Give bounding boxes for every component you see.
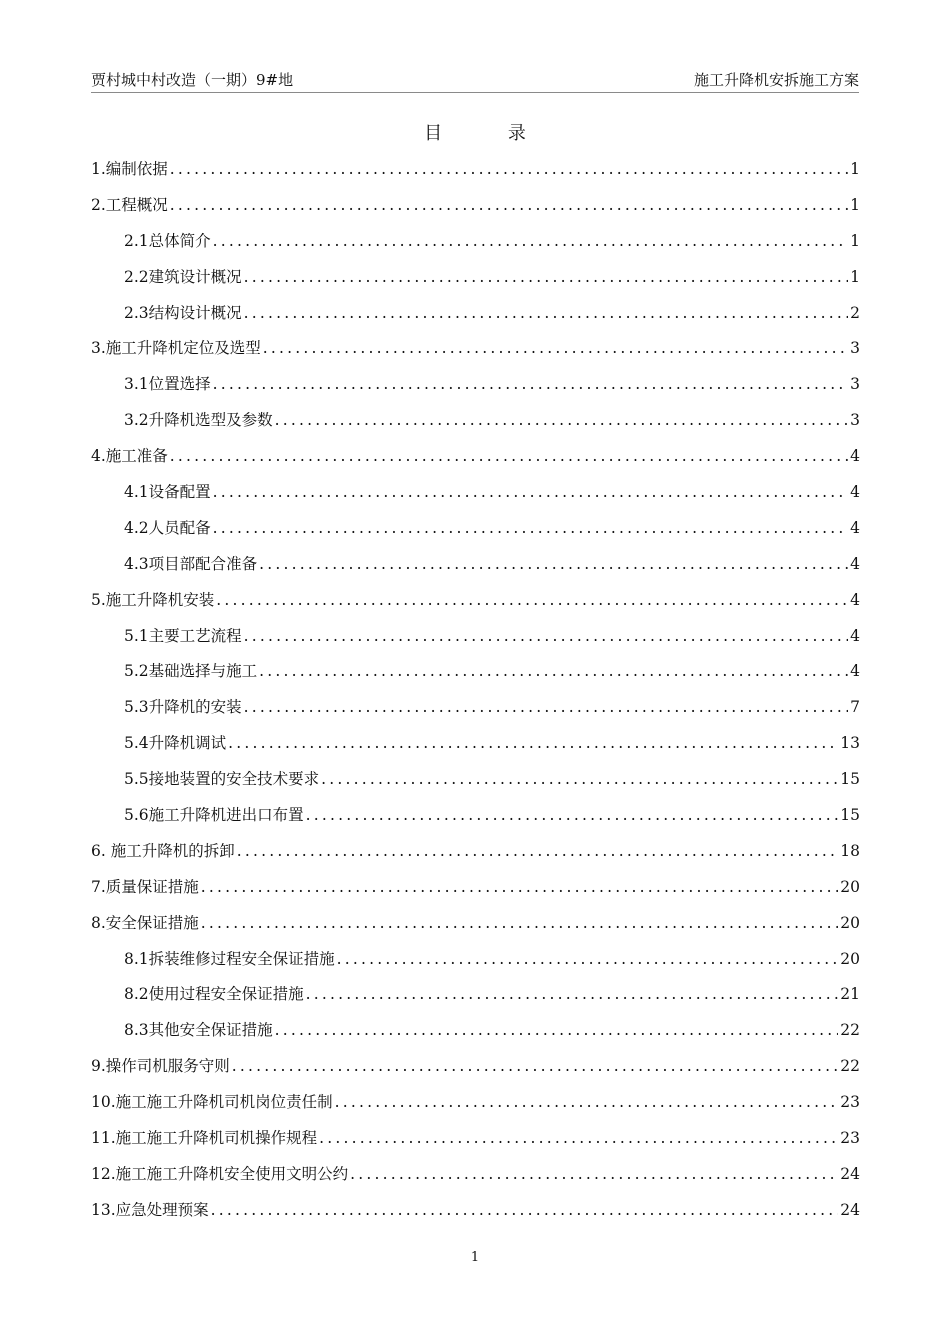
toc-entry-page: 7 (850, 698, 860, 717)
header-project-name: 贾村城中村改造（一期）9#地 (91, 71, 294, 89)
toc-entry-page: 4 (850, 554, 860, 573)
toc-entry-title: 2.1总体简介 (124, 231, 211, 250)
toc-entry[interactable] (91, 798, 860, 834)
toc-entry-title: 4.施工准备 (91, 447, 168, 466)
toc-entry[interactable] (91, 762, 860, 798)
toc-dot-leader (213, 475, 848, 511)
toc-dot-leader (170, 439, 848, 475)
toc-dot-leader (170, 188, 848, 224)
toc-entry[interactable] (91, 906, 860, 942)
toc-dot-leader (306, 798, 839, 834)
toc-dot-leader (213, 224, 848, 260)
toc-dot-leader (350, 1157, 838, 1193)
toc-entry[interactable] (91, 224, 860, 260)
toc-entry-title: 8.安全保证措施 (91, 913, 199, 932)
toc-entry-title: 7.质量保证措施 (91, 877, 199, 896)
toc-dot-leader (213, 367, 848, 403)
toc-dot-leader (306, 977, 839, 1013)
toc-entry-title: 4.1设备配置 (124, 483, 211, 502)
toc-entry[interactable] (91, 511, 860, 547)
toc-entry-title: 5.4升降机调试 (124, 734, 227, 753)
toc-entry[interactable] (91, 619, 860, 655)
toc-entry[interactable] (91, 260, 860, 296)
toc-dot-leader (321, 762, 838, 798)
toc-entry-page: 15 (840, 806, 860, 825)
toc-dot-leader (263, 331, 848, 367)
toc-dot-leader (335, 1085, 839, 1121)
toc-entry-page: 3 (850, 375, 860, 394)
toc-entry-page: 24 (840, 1164, 860, 1183)
toc-dot-leader (232, 1049, 838, 1085)
toc-entry-page: 23 (840, 1129, 860, 1148)
toc-entry-title: 5.1主要工艺流程 (124, 626, 242, 645)
toc-entry[interactable] (91, 977, 860, 1013)
toc-entry-title: 3.1位置选择 (124, 375, 211, 394)
toc-dot-leader (259, 547, 848, 583)
toc-entry-title: 5.2基础选择与施工 (124, 662, 258, 681)
toc-entry-page: 15 (840, 770, 860, 789)
toc-entry[interactable] (91, 1049, 860, 1085)
toc-entry-title: 12.施工施工升降机安全使用文明公约 (91, 1164, 349, 1183)
toc-entry-title: 13.应急处理预案 (91, 1200, 209, 1219)
toc-entry-title: 6. 施工升降机的拆卸 (91, 841, 235, 860)
toc-entry-title: 5.3升降机的安装 (124, 698, 242, 717)
toc-entry-title: 8.2使用过程安全保证措施 (124, 985, 304, 1004)
toc-dot-leader (337, 942, 839, 978)
toc-dot-leader (244, 296, 848, 332)
toc-entry-title: 11.施工施工升降机司机操作规程 (91, 1129, 318, 1148)
toc-entry-page: 4 (850, 590, 860, 609)
toc-entry[interactable] (91, 296, 860, 332)
page-header (91, 68, 859, 93)
toc-entry-title: 3.2升降机选型及参数 (124, 411, 273, 430)
toc-entry[interactable] (91, 654, 860, 690)
toc-entry-page: 22 (840, 1021, 860, 1040)
toc-entry-page: 24 (840, 1200, 860, 1219)
toc-dot-leader (259, 654, 848, 690)
toc-entry-page: 2 (850, 303, 860, 322)
toc-entry[interactable] (91, 331, 860, 367)
toc-entry-page: 20 (840, 913, 860, 932)
toc-dot-leader (170, 152, 848, 188)
toc-entry-title: 5.6施工升降机进出口布置 (124, 806, 304, 825)
toc-entry[interactable] (91, 1085, 860, 1121)
toc-entry[interactable] (91, 367, 860, 403)
toc-entry-page: 4 (850, 626, 860, 645)
toc-dot-leader (244, 260, 848, 296)
toc-entry-title: 5.施工升降机安装 (91, 590, 215, 609)
toc-entry-page: 4 (850, 447, 860, 466)
toc-entry-page: 1 (850, 231, 860, 250)
toc-entry-page: 1 (850, 267, 860, 286)
toc-entry[interactable] (91, 403, 860, 439)
toc-entry[interactable] (91, 1193, 860, 1229)
toc-dot-leader (213, 511, 848, 547)
toc-entry[interactable] (91, 690, 860, 726)
toc-entry[interactable] (91, 583, 860, 619)
toc-entry[interactable] (91, 1157, 860, 1193)
toc-entry-title: 5.5接地装置的安全技术要求 (124, 770, 320, 789)
toc-entry-page: 22 (840, 1057, 860, 1076)
toc-dot-leader (275, 1013, 839, 1049)
toc-entry-title: 8.3其他安全保证措施 (124, 1021, 273, 1040)
toc-entry-page: 21 (840, 985, 860, 1004)
page-number: 1 (470, 1250, 480, 1265)
toc-entry-title: 9.操作司机服务守则 (91, 1057, 230, 1076)
toc-entry-page: 3 (850, 411, 860, 430)
toc-entry[interactable] (91, 439, 860, 475)
toc-dot-leader (216, 583, 848, 619)
toc-dot-leader (228, 726, 838, 762)
toc-entry-page: 1 (850, 160, 860, 178)
toc-entry-page: 4 (850, 483, 860, 502)
toc-entry-title: 2.2建筑设计概况 (124, 267, 242, 286)
toc-entry-title: 4.2人员配备 (124, 518, 211, 537)
toc-entry[interactable] (91, 1121, 860, 1157)
toc-entry-page: 20 (840, 949, 860, 968)
toc-entry-page: 1 (850, 195, 860, 214)
toc-title: 目 录 (424, 123, 556, 144)
toc-entry-title: 1.编制依据 (91, 160, 168, 178)
toc-entry[interactable] (91, 188, 860, 224)
toc-entry-title: 3.施工升降机定位及选型 (91, 339, 261, 358)
toc-dot-leader (237, 834, 839, 870)
toc-entry[interactable] (91, 547, 860, 583)
toc-entry-title: 10.施工施工升降机司机岗位责任制 (91, 1093, 333, 1112)
toc-entry-title: 8.1拆装维修过程安全保证措施 (124, 949, 335, 968)
toc-dot-leader (244, 619, 848, 655)
toc-entry-page: 3 (850, 339, 860, 358)
toc-entry-page: 23 (840, 1093, 860, 1112)
toc-entry[interactable] (91, 475, 860, 511)
toc-entry-title: 4.3项目部配合准备 (124, 554, 258, 573)
toc-dot-leader (201, 870, 838, 906)
toc-dot-leader (244, 690, 848, 726)
toc-entry-page: 4 (850, 518, 860, 537)
toc-dot-leader (201, 906, 838, 942)
toc-entry[interactable] (91, 834, 860, 870)
toc-entry[interactable] (91, 152, 860, 188)
toc-dot-leader (211, 1193, 839, 1229)
toc-dot-leader (319, 1121, 838, 1157)
toc-entry[interactable] (91, 942, 860, 978)
toc-entry-page: 18 (840, 841, 860, 860)
toc-entry[interactable] (91, 1013, 860, 1049)
toc-entry[interactable] (91, 870, 860, 906)
toc-entry[interactable] (91, 726, 860, 762)
toc-dot-leader (275, 403, 848, 439)
toc-entry-page: 13 (840, 734, 860, 753)
header-document-title: 施工升降机安拆施工方案 (693, 71, 859, 89)
toc-entry-title: 2.工程概况 (91, 195, 168, 214)
table-of-contents (91, 152, 860, 1229)
toc-entry-title: 2.3结构设计概况 (124, 303, 242, 322)
toc-entry-page: 20 (840, 877, 860, 896)
toc-entry-page: 4 (850, 662, 860, 681)
